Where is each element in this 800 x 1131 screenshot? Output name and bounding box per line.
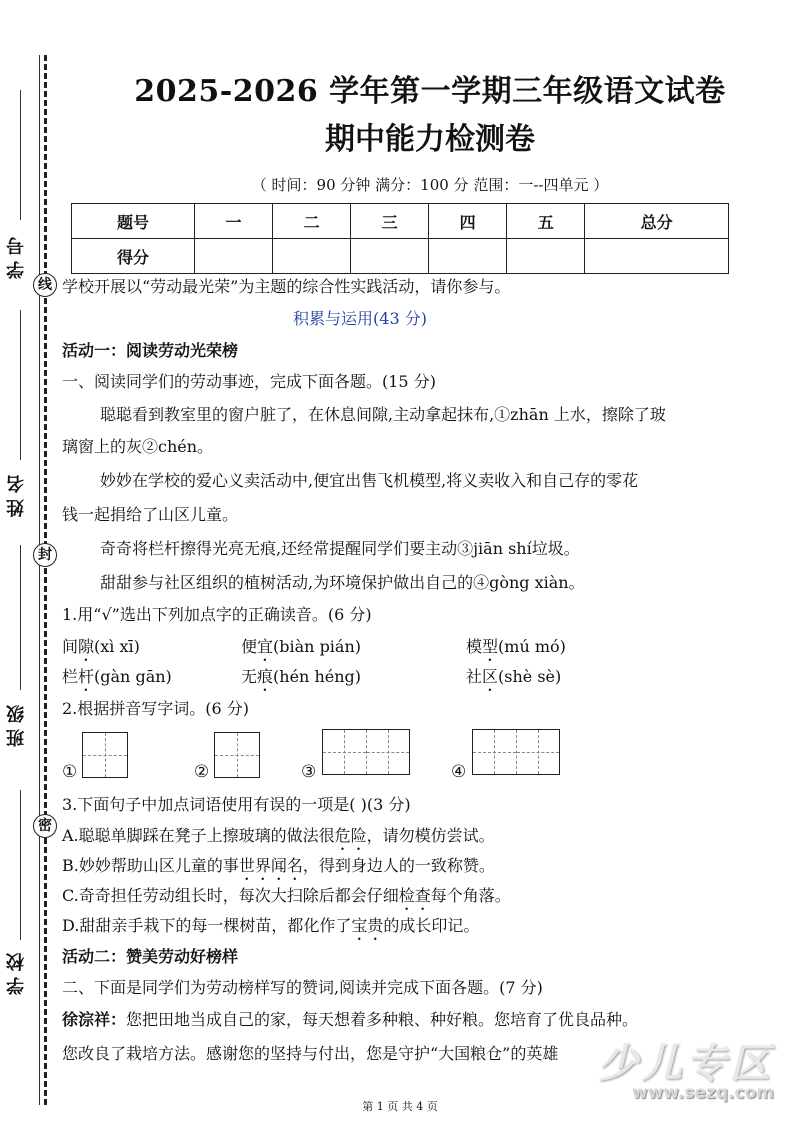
binding-margin xyxy=(0,0,60,1131)
passage-2-line-2: 钱一起捐给了山区儿童。 xyxy=(62,505,239,524)
passage-1-line-2: 璃窗上的灰②chén。 xyxy=(62,437,214,456)
seal-line-char: 线 xyxy=(33,273,57,297)
pinyin-option[interactable]: 间隙(xì xī) xyxy=(62,637,140,656)
score-cell: 二 xyxy=(273,204,351,239)
exam-subtitle: 期中能力检测卷 xyxy=(325,122,535,157)
score-cell: 四 xyxy=(429,204,507,239)
margin-solid-line xyxy=(39,55,40,1105)
score-input-cell[interactable] xyxy=(429,239,507,274)
watermark-logo xyxy=(598,1032,774,1103)
writing-grid-4[interactable] xyxy=(472,729,560,775)
name-blank xyxy=(20,310,21,460)
score-input-cell[interactable] xyxy=(507,239,585,274)
writing-grid-3[interactable] xyxy=(322,729,410,775)
question-1-heading: 一、阅读同学们的劳动事迹，完成下面各题。(15 分) xyxy=(62,372,436,391)
activity-1-heading: 活动一：阅读劳动光荣榜 xyxy=(62,341,239,360)
activity-2-heading: 活动二：赞美劳动好榜样 xyxy=(62,947,239,966)
grid-label: ① xyxy=(62,762,78,782)
name-label: 姓 名 xyxy=(6,474,27,518)
writing-grid-2[interactable] xyxy=(214,732,260,778)
score-input-cell[interactable] xyxy=(195,239,273,274)
option-a[interactable]: A.聪聪单脚踩在凳子上擦玻璃的做法很危险，请勿模仿尝试。 xyxy=(62,826,495,845)
score-table xyxy=(71,203,729,274)
seal-secret-char: 密 xyxy=(33,814,57,838)
pinyin-option[interactable]: 模型(mú mó) xyxy=(466,637,566,656)
score-input-cell[interactable] xyxy=(273,239,351,274)
exam-info: （ 时间：90 分钟 满分：100 分 范围：一--四单元 ） xyxy=(251,176,609,194)
pinyin-option[interactable]: 便宜(biàn pián) xyxy=(241,637,362,656)
question-2-heading: 二、下面是同学们为劳动榜样写的赞词,阅读并完成下面各题。(7 分) xyxy=(62,978,543,997)
question-1-3: 3.下面句子中加点词语使用有误的一项是( )(3 分) xyxy=(62,795,411,814)
class-label: 班 级 xyxy=(6,704,27,748)
score-cell: 五 xyxy=(507,204,585,239)
passage-5-line-2: 您改良了栽培方法。感谢您的坚持与付出，您是守护“大国粮仓”的英雄 xyxy=(62,1044,559,1063)
school-label: 学 校 xyxy=(6,952,27,996)
score-cell: 得分 xyxy=(72,239,195,274)
class-blank xyxy=(20,545,21,690)
question-1-1: 1.用“√”选出下列加点字的正确读音。(6 分) xyxy=(62,605,372,624)
option-c[interactable]: C.奇奇担任劳动组长时，每次大扫除后都会仔细检查每个角落。 xyxy=(62,886,511,905)
option-b[interactable]: B.妙妙帮助山区儿童的事世界闻名，得到身边人的一致称赞。 xyxy=(62,856,495,875)
passage-3: 奇奇将栏杆擦得光亮无痕,还经常提醒同学们要主动③jiān shí垃圾。 xyxy=(100,539,580,558)
grid-label: ② xyxy=(194,762,210,782)
seal-seal-char: 封 xyxy=(33,543,57,567)
watermark-text: 少儿专区 xyxy=(598,1041,774,1087)
score-cell: 题号 xyxy=(72,204,195,239)
score-table-header-row xyxy=(72,204,729,239)
section-title: 积累与运用(43 分) xyxy=(293,309,427,328)
passage-4: 甜甜参与社区组织的植树活动,为环境保护做出自己的④gòng xiàn。 xyxy=(100,573,585,592)
option-d[interactable]: D.甜甜亲手栽下的每一棵树苗，都化作了宝贵的成长印记。 xyxy=(62,916,480,935)
score-input-cell[interactable] xyxy=(585,239,729,274)
pinyin-option[interactable]: 无痕(hén héng) xyxy=(241,667,361,686)
grid-label: ④ xyxy=(451,762,467,782)
school-blank xyxy=(20,790,21,940)
page-footer: 第 1 页 共 4 页 xyxy=(362,1100,438,1113)
watermark-url: www.sezq.com xyxy=(631,1083,774,1103)
grid-label: ③ xyxy=(301,762,317,782)
pinyin-option[interactable]: 社区(shè sè) xyxy=(466,667,562,686)
intro-text: 学校开展以“劳动最光荣”为主题的综合性实践活动，请你参与。 xyxy=(62,277,511,296)
score-cell: 一 xyxy=(195,204,273,239)
score-cell: 总分 xyxy=(585,204,729,239)
score-input-cell[interactable] xyxy=(351,239,429,274)
score-cell: 三 xyxy=(351,204,429,239)
score-table-score-row xyxy=(72,239,729,274)
writing-grid-1[interactable] xyxy=(82,732,128,778)
student-id-blank xyxy=(20,90,21,220)
pinyin-option[interactable]: 栏杆(gàn gān) xyxy=(62,667,172,686)
exam-title: 2025-2026 学年第一学期三年级语文试卷 xyxy=(134,74,726,109)
passage-1-line-1: 聪聪看到教室里的窗户脏了，在休息间隙,主动拿起抹布,①zhān 上水，擦除了玻 xyxy=(100,405,666,424)
passage-2-line-1: 妙妙在学校的爱心义卖活动中,便宜出售飞机模型,将义卖收入和自己存的零花 xyxy=(100,471,639,490)
student-id-label: 学 号 xyxy=(6,236,27,280)
question-1-2: 2.根据拼音写字词。(6 分) xyxy=(62,699,250,718)
margin-dashed-line xyxy=(44,55,47,1105)
passage-5-line-1: 徐淙祥：您把田地当成自己的家，每天想着多种粮、种好粮。您培育了优良品种。 xyxy=(62,1010,639,1029)
